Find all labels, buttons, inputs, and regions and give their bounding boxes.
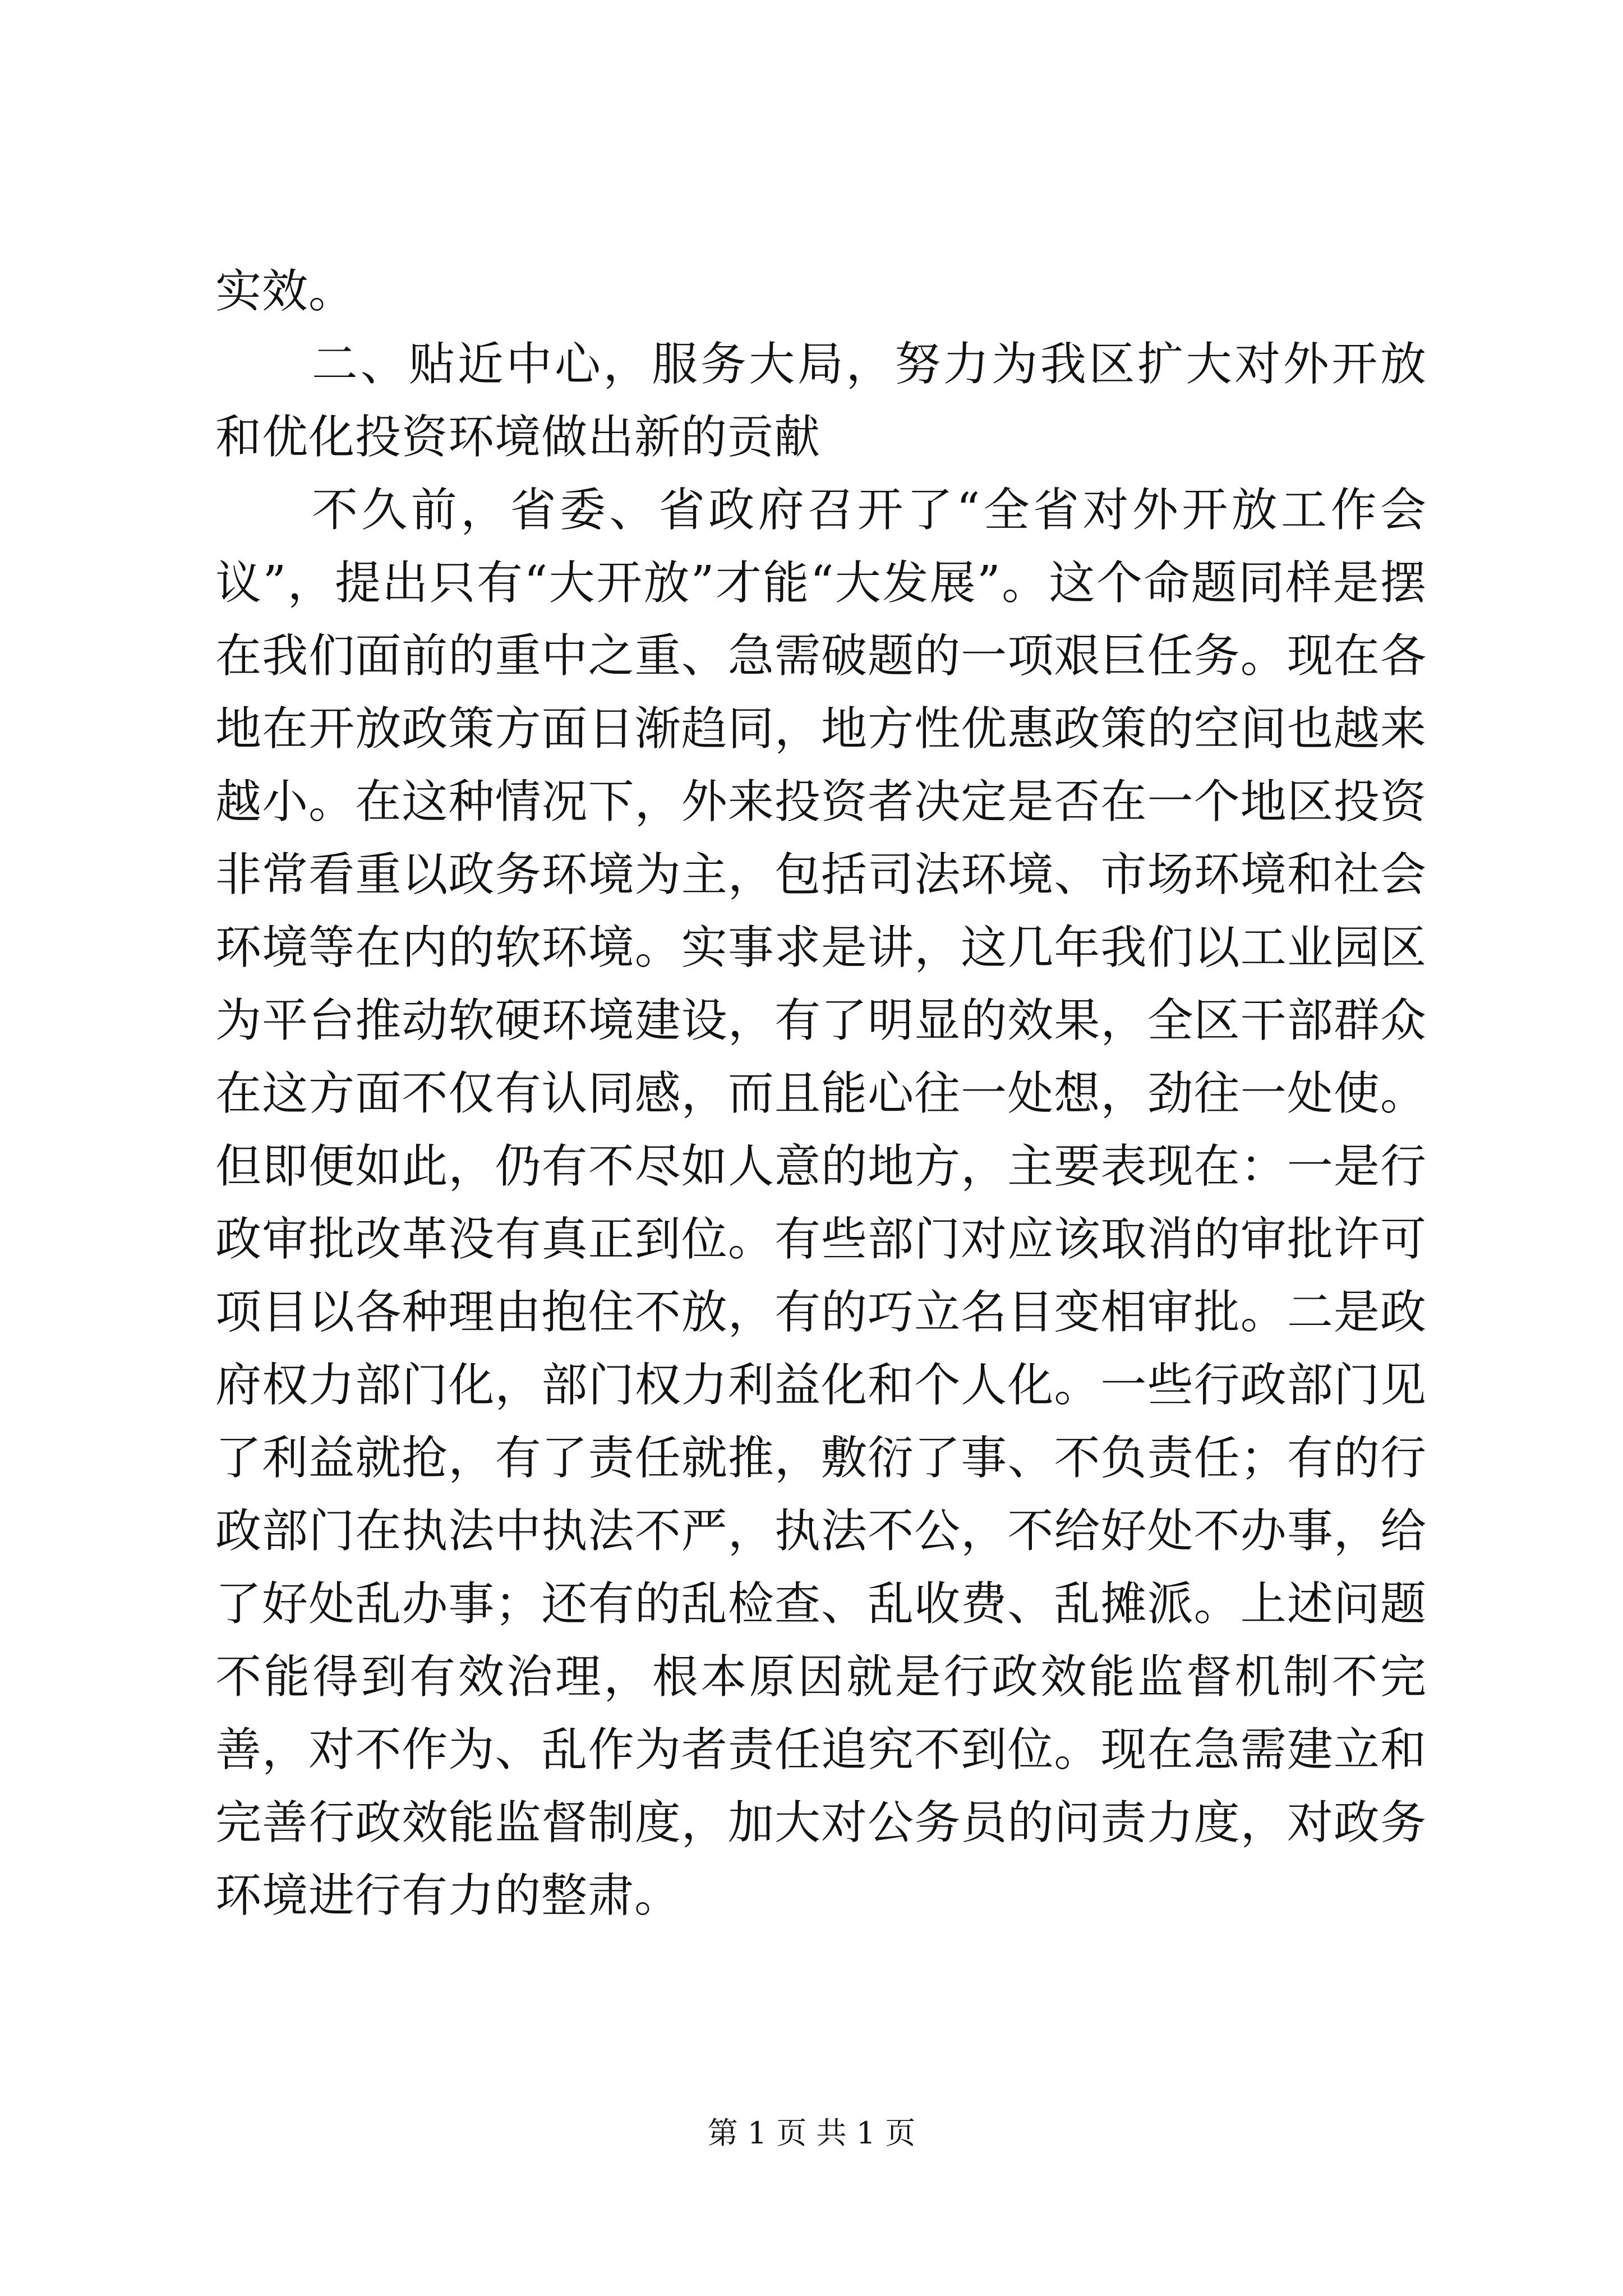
page-footer: 第 1 页 共 1 页 xyxy=(707,2115,916,2151)
section-heading: 二、贴近中心，服务大局，努力为我区扩大对外开放和优化投资环境做出新的贡献 xyxy=(215,338,1427,464)
document-body xyxy=(215,255,1427,1932)
paragraph-body: 不久前，省委、省政府召开了“全省对外开放工作会议”，提出只有“大开放”才能“大发展”。这个命题同样是摆在我们面前的重中之重、急需破题的一项艰巨任务。现在各地在开放政策方面日渐趋同，地方性优惠政策的空间也越来越小。在这种情况下，外来投资者决定是否在一个地区投资非常看重以政务环境为主，包括司法环境、市场环境和社会环境等在内的软环境。实事求是讲，这几年我们以工业园区为平台推动软硬环境建设，有了明显的效果，全区干部群众在这方面不仅有认同感，而且能心往一处想，劲往一处使。但即便如此，仍有不尽如人意的地方，主要表现在：一是行政审批改革没有真正到位。有些部门对应该取消的审批许可项目以各种理由抱住不放，有的巧立名目变相审批。二是政府权力部门化，部门权力利益化和个人化。一些行政部门见了利益就抢，有了责任就推，敷衍了事、不负责任；有的行政部门在执法中执法不严，执法不公，不给好处不办事，给了好处乱办事；还有的乱检查、乱收费、乱摊派。上述问题不能得到有效治理，根本原因就是行政效能监督机制不完善，对不作为、乱作为者责任追究不到位。现在急需建立和完善行政效能监督制度，加大对公务员的问责力度，对政务环境进行有力的整肃。 xyxy=(215,484,1427,1922)
paragraph-continuation: 实效。 xyxy=(215,265,356,318)
